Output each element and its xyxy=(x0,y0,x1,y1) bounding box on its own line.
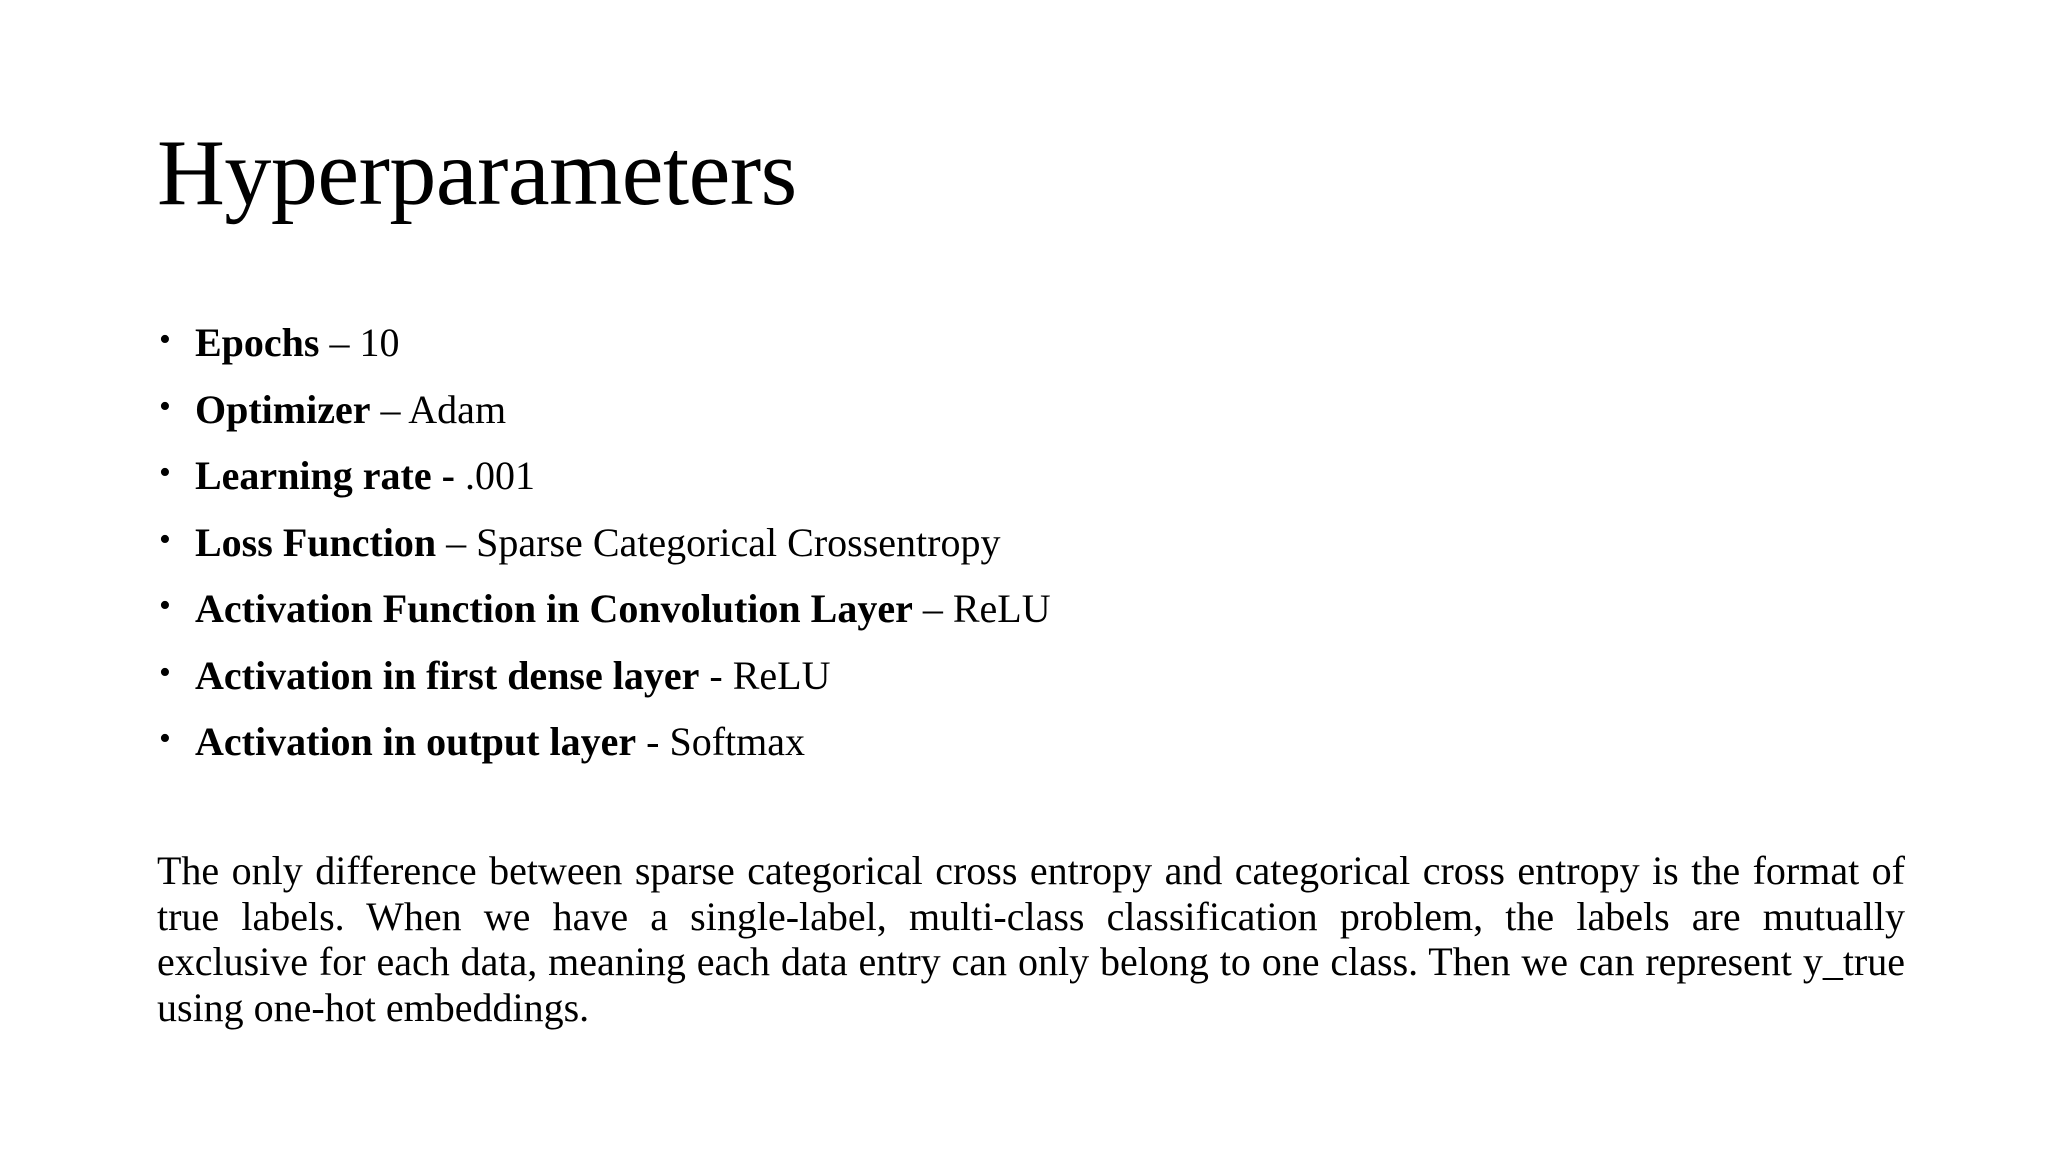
bullet-separator: – xyxy=(436,519,477,565)
bullet-value: 10 xyxy=(359,320,400,365)
bullet-value: ReLU xyxy=(732,652,831,698)
bullet-value: Adam xyxy=(408,386,507,432)
list-item xyxy=(157,510,1051,577)
list-item xyxy=(157,709,1051,776)
bullet-separator: – xyxy=(319,320,360,365)
list-item xyxy=(157,576,1051,643)
list-item xyxy=(157,310,1051,377)
bullet-term: Epochs xyxy=(195,320,320,365)
bullet-term: Activation in first dense layer xyxy=(195,652,700,698)
bullet-icon: • xyxy=(159,321,171,358)
bullet-icon: • xyxy=(159,387,171,425)
bullet-separator: - xyxy=(699,652,733,698)
bullet-icon: • xyxy=(159,653,171,691)
bullet-term: Optimizer xyxy=(195,386,371,432)
bullet-value: ReLU xyxy=(952,586,1051,631)
list-item xyxy=(157,377,1051,444)
bullet-value: .001 xyxy=(464,453,535,498)
bullet-separator: – xyxy=(912,586,953,631)
hyperparameter-list xyxy=(157,310,1051,776)
bullet-term: Activation Function in Convolution Layer xyxy=(195,586,913,631)
explanation-paragraph: The only difference between sparse categorical cross entropy and categorical cross entropy is the format of true labels. When we have a single-label, multi-class classification problem, the labels are mutually exclusive for each data, meaning each data entry can only belong to one class. Then we can represent y_true using one-hot embeddings. xyxy=(157,848,1905,1030)
bullet-term: Learning rate - xyxy=(195,453,455,498)
bullet-icon: • xyxy=(159,520,171,558)
bullet-term: Activation in output layer xyxy=(195,719,637,764)
bullet-separator xyxy=(455,453,465,498)
bullet-icon: • xyxy=(159,587,171,624)
bullet-separator: - xyxy=(636,719,670,764)
bullet-icon: • xyxy=(159,720,171,757)
bullet-icon: • xyxy=(159,454,171,491)
list-item xyxy=(157,443,1051,510)
bullet-value: Softmax xyxy=(669,719,805,764)
bullet-value: Sparse Categorical Crossentropy xyxy=(476,519,1001,565)
slide-title: Hyperparameters xyxy=(157,121,797,225)
bullet-term: Loss Function xyxy=(195,519,437,565)
bullet-separator: – xyxy=(370,386,409,432)
list-item xyxy=(157,643,1051,710)
